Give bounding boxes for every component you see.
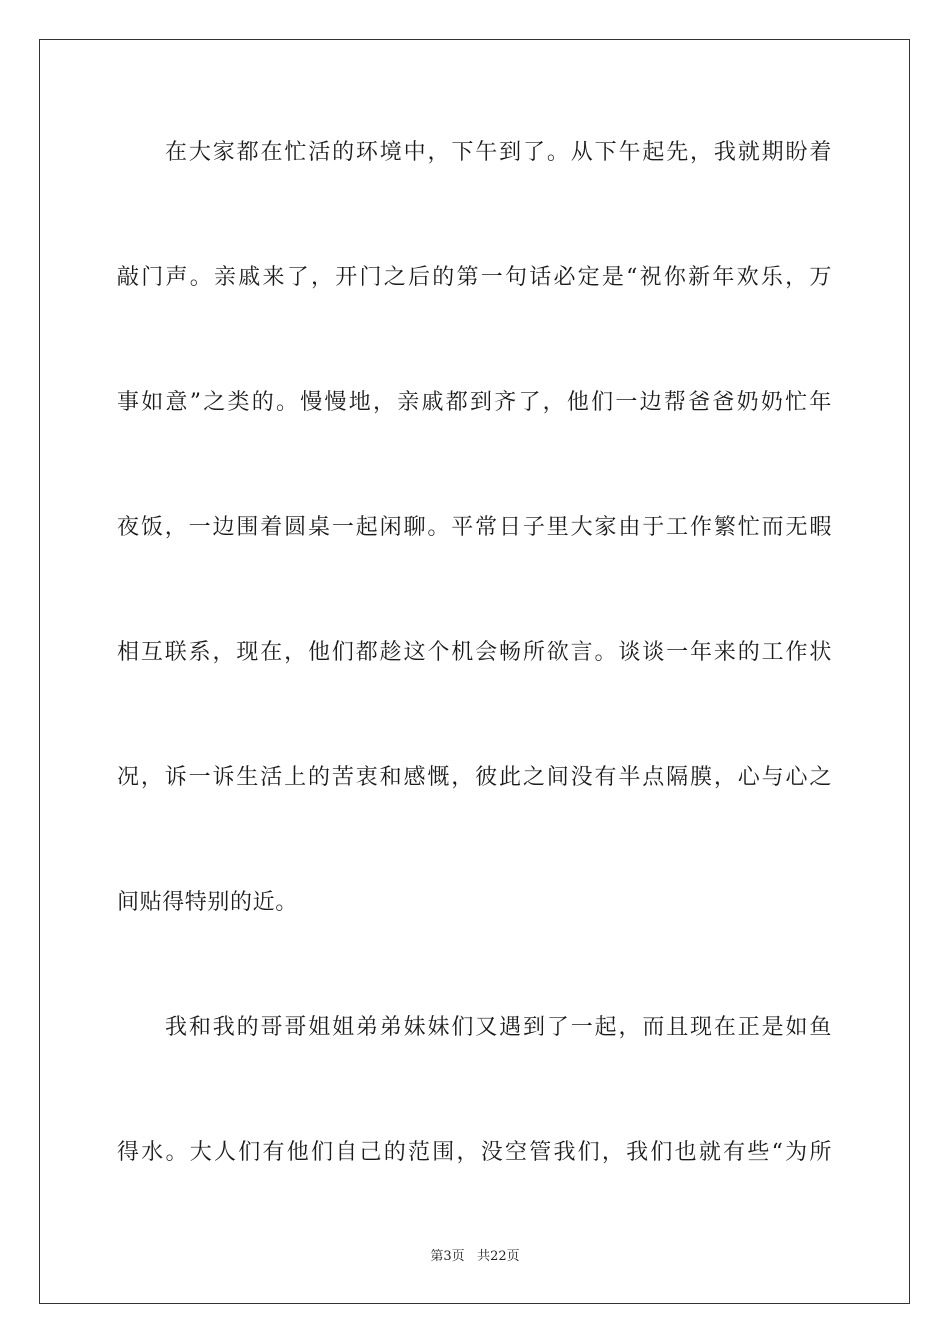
text-line: 我和我的哥哥姐姐弟弟妹妹们又遇到了一起，而且现在正是如鱼 [165,1015,832,1040]
text-line: 夜饭，一边围着圆桌一起闲聊。平常日子里大家由于工作繁忙而无暇 [117,515,832,540]
page-number: 第3页 [430,1249,465,1264]
text-line: 况，诉一诉生活上的苦衷和感慨，彼此之间没有半点隔膜，心与心之 [117,765,832,790]
page-footer [0,1248,950,1266]
page-total: 共22页 [477,1249,520,1264]
text-line: 事如意”之类的。慢慢地，亲戚都到齐了，他们一边帮爸爸奶奶忙年 [117,390,832,415]
text-line: 间贴得特别的近。 [117,890,298,915]
text-line: 相互联系，现在，他们都趁这个机会畅所欲言。谈谈一年来的工作状 [117,640,832,665]
text-line: 敲门声。亲戚来了，开门之后的第一句话必定是“祝你新年欢乐，万 [117,265,832,290]
text-line: 在大家都在忙活的环境中，下午到了。从下午起先，我就期盼着 [165,140,832,165]
page-border [39,39,910,1304]
text-line: 得水。大人们有他们自己的范围，没空管我们，我们也就有些“为所 [117,1140,832,1165]
